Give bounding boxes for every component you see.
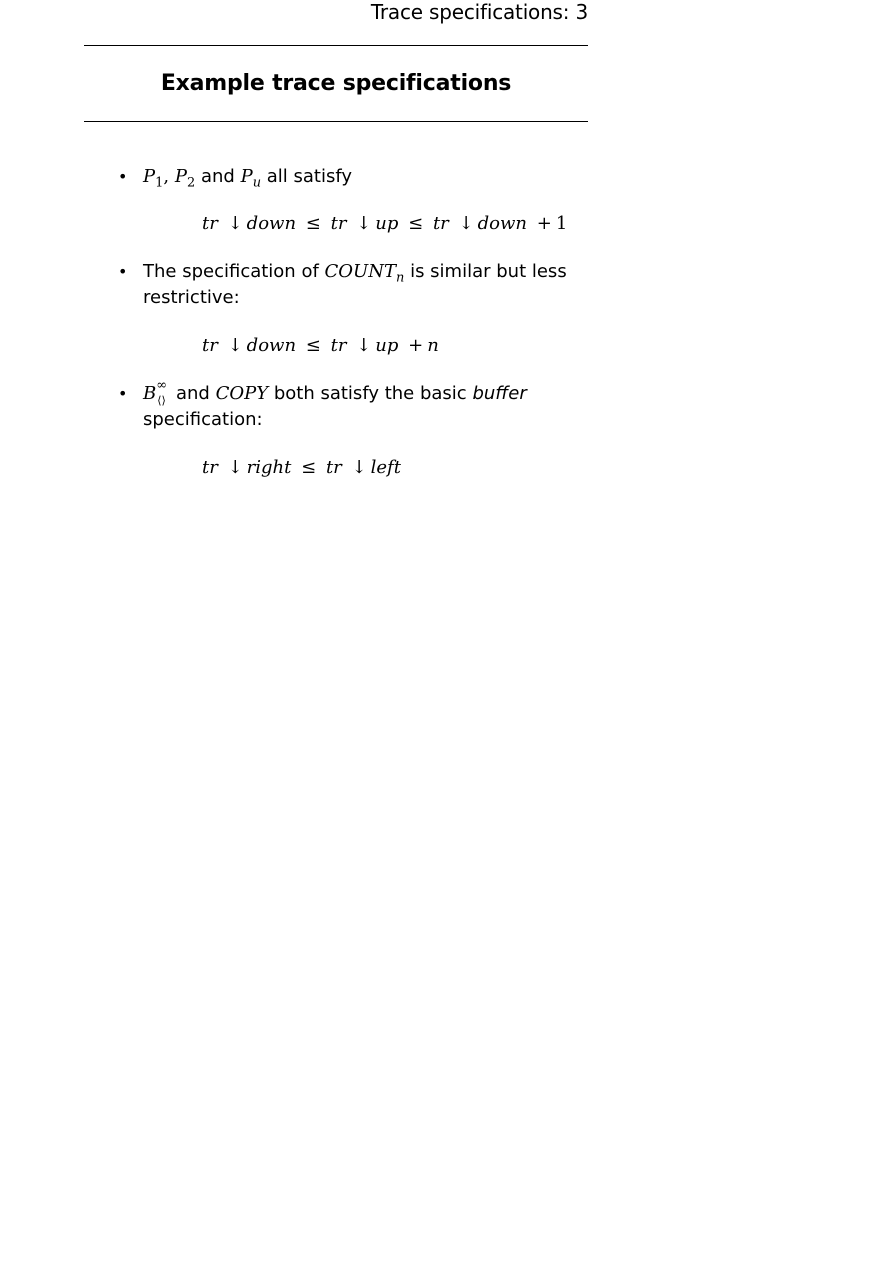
process-name: COUNT: [324, 261, 396, 282]
variable-n: n: [427, 335, 439, 356]
symbol-p: P: [174, 166, 187, 187]
bullet-marker: •: [118, 262, 128, 281]
conjunction: and: [175, 383, 210, 404]
channel-name: down: [246, 335, 297, 356]
trace-symbol: tr: [202, 457, 218, 478]
trace-symbol: tr: [432, 213, 449, 234]
bullet-sentence: specification:: [143, 409, 263, 430]
process-p1: [143, 166, 164, 191]
bullet-text: [143, 164, 573, 190]
symbol-p: P: [143, 166, 156, 187]
separator: ,: [163, 166, 170, 187]
trace-symbol: tr: [330, 335, 347, 356]
channel-name: down: [246, 213, 297, 234]
bullet-marker: •: [118, 167, 128, 186]
channel-name: down: [477, 213, 527, 234]
subscript: ⟨⟩: [157, 394, 166, 407]
restriction-arrow: ↓: [458, 213, 474, 234]
emphasized-term: buffer: [472, 383, 527, 404]
trace-symbol: tr: [325, 457, 342, 478]
symbol-p: P: [240, 166, 253, 187]
conjunction: and: [200, 166, 235, 187]
symbol-b: B: [143, 383, 157, 404]
plus-symbol: +: [408, 335, 424, 356]
constant: 1: [555, 213, 568, 234]
channel-name: right: [246, 457, 292, 478]
leq-symbol: ≤: [305, 335, 321, 356]
bullet-sentence: The specification of: [143, 261, 319, 282]
trace-symbol: tr: [202, 335, 218, 356]
trace-symbol: tr: [202, 213, 218, 234]
channel-name: up: [375, 335, 399, 356]
subscript: n: [396, 270, 405, 286]
subscript: 2: [186, 175, 196, 191]
subscript: u: [252, 175, 262, 191]
bullet-marker: •: [118, 384, 128, 403]
formula-2: [202, 334, 439, 358]
superscript: ∞: [156, 378, 168, 393]
channel-name: left: [370, 457, 401, 478]
sup-sub-stack: [156, 378, 170, 407]
restriction-arrow: ↓: [227, 457, 243, 478]
restriction-arrow: ↓: [356, 213, 372, 234]
channel-name: up: [375, 213, 399, 234]
process-copy: COPY: [215, 383, 269, 404]
bullet-sentence: restrictive:: [143, 287, 240, 308]
process-pu: [240, 166, 262, 191]
leq-symbol: ≤: [305, 213, 321, 234]
restriction-arrow: ↓: [351, 457, 367, 478]
bullet-sentence: all satisfy: [266, 166, 353, 187]
formula-1: [202, 212, 567, 236]
bullet-text: [143, 378, 573, 433]
leq-symbol: ≤: [301, 457, 317, 478]
process-p2: [174, 166, 196, 191]
restriction-arrow: ↓: [227, 335, 243, 356]
bullet-text: [143, 259, 573, 311]
formula-3: [202, 456, 401, 480]
restriction-arrow: ↓: [356, 335, 372, 356]
bullet-sentence: both satisfy the basic: [273, 383, 467, 404]
bullet-sentence: is similar but less: [410, 261, 567, 282]
restriction-arrow: ↓: [227, 213, 243, 234]
plus-symbol: +: [536, 213, 552, 234]
leq-symbol: ≤: [408, 213, 424, 234]
process-buffer-b: [143, 378, 170, 407]
subscript: 1: [155, 175, 164, 191]
slide-title: Example trace specifications: [160, 71, 512, 96]
process-count: [324, 261, 405, 286]
trace-symbol: tr: [330, 213, 347, 234]
running-header: Trace specifications: 3: [370, 0, 588, 24]
